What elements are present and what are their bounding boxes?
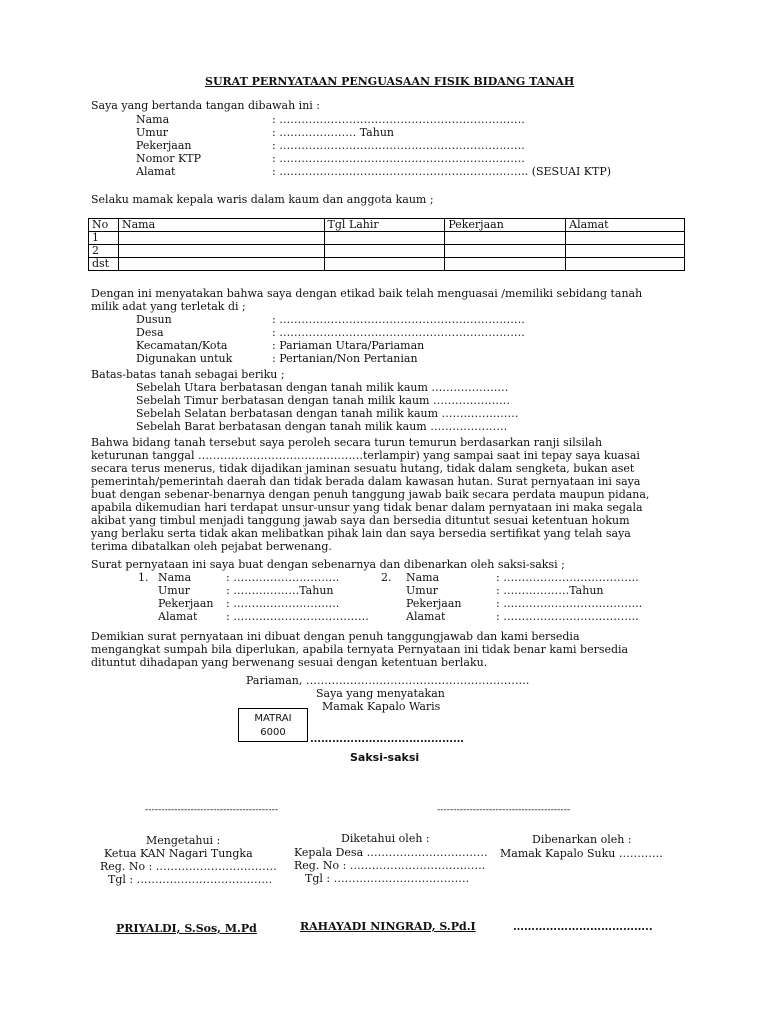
identity-value-age: : ………………… Tahun bbox=[272, 126, 394, 139]
witness-intro: Surat pernyataan ini saya buat dengan sebenarnya dan dibenarkan oleh saksi-saksi ; bbox=[91, 558, 565, 571]
identity-label-age: Umur bbox=[136, 126, 169, 139]
main-paragraph-line: Bahwa bidang tanah tersebut saya peroleh secara turun temurun berdasarkan ranji silsilah bbox=[91, 436, 603, 449]
witness2-label-job: Pekerjaan bbox=[406, 597, 462, 610]
approval1-heading: Mengetahui : bbox=[146, 834, 221, 847]
approval2-heading: Diketahui oleh : bbox=[341, 832, 430, 845]
header-cell: Alamat bbox=[566, 219, 685, 232]
header-cell: Nama bbox=[118, 219, 324, 232]
witness1-label-name: Nama bbox=[158, 571, 192, 584]
approval2-line3: Tgl : ………………………………. bbox=[305, 872, 470, 885]
boundary-north: Sebelah Utara berbatasan dengan tanah milik kaum ………………… bbox=[136, 381, 509, 394]
main-paragraph-line: akibat yang timbul menjadi tanggung jawab saya dan bersedia dituntut sesuai ketentuan hokum bbox=[91, 514, 630, 527]
identity-value-address: : ………………………………………………………….. (SESUAI KTP) bbox=[272, 165, 612, 178]
table-cell bbox=[324, 232, 445, 245]
approval2-signatory-name: RAHAYADI NINGRAD, S.Pd.I bbox=[300, 920, 476, 933]
declarant-signature-line: …………………………………… bbox=[310, 732, 464, 745]
table-cell bbox=[445, 232, 566, 245]
stamp-duty-amount: 6000 bbox=[260, 727, 286, 738]
document-title: SURAT PERNYATAAN PENGUASAAN FISIK BIDANG TANAH bbox=[205, 75, 575, 88]
approval3-signatory-name: ……………………………….. bbox=[513, 920, 653, 933]
table-cell: 2 bbox=[89, 245, 119, 258]
table-row bbox=[89, 258, 685, 271]
stamp-duty-label: MATRAI bbox=[254, 713, 292, 724]
closing-line: mengangkat sumpah bila diperlukan, apabila ternyata Pernyataan ini tidak benar kami bersedia bbox=[91, 643, 629, 656]
main-paragraph-line: pemerintah/pemerintah daerah dan tidak berada dalam kawasan hutan. Surat pernyataan ini saya bbox=[91, 475, 641, 488]
declarant-label: Saya yang menyatakan bbox=[316, 687, 445, 700]
witness2-value-age: : ………………Tahun bbox=[496, 584, 604, 597]
stamp-duty-box bbox=[238, 708, 308, 742]
approval1-line3: Tgl : ………………………………. bbox=[108, 873, 273, 886]
witness2-value-name: : ………………………………. bbox=[496, 571, 639, 584]
boundaries-title: Batas-batas tanah sebagai beriku ; bbox=[91, 368, 285, 381]
witness1-value-age: : ………………Tahun bbox=[226, 584, 334, 597]
table-cell bbox=[566, 245, 685, 258]
main-paragraph-line: buat dengan sebenar-benarnya dengan penuh tanggung jawab baik secara perdata maupun pidana, bbox=[91, 488, 650, 501]
witness2-label-name: Nama bbox=[406, 571, 440, 584]
main-paragraph-line: terima dibatalkan oleh pejabat berwenang. bbox=[91, 540, 332, 553]
approval1-line1: Ketua KAN Nagari Tungka bbox=[104, 847, 253, 860]
boundary-south: Sebelah Selatan berbatasan dengan tanah milik kaum ………………… bbox=[136, 407, 519, 420]
table-cell bbox=[118, 258, 324, 271]
location-value-desa: : …………………………………………………………. bbox=[272, 326, 525, 339]
location-label-dusun: Dusun bbox=[136, 313, 172, 326]
place-date: Pariaman, ……………………………………………………. bbox=[246, 674, 530, 687]
witness1-value-name: : ……………………….. bbox=[226, 571, 340, 584]
table-cell bbox=[324, 258, 445, 271]
witnesses-heading: Saksi-saksi bbox=[350, 751, 420, 764]
table-cell bbox=[324, 245, 445, 258]
identity-label-address: Alamat bbox=[136, 165, 176, 178]
witness2-label-age: Umur bbox=[406, 584, 439, 597]
location-label-usage: Digunakan untuk bbox=[136, 352, 233, 365]
approval2-line1: Kepala Desa …………………………… bbox=[294, 846, 488, 859]
location-value-dusun: : …………………………………………………………. bbox=[272, 313, 525, 326]
statement-line-2: milik adat yang terletak di ; bbox=[91, 300, 246, 313]
location-label-kecamatan: Kecamatan/Kota bbox=[136, 339, 228, 352]
main-paragraph-line: apabila dikemudian hari terdapat unsur-unsur yang tidak benar dalam pernyataan ini maka segala bbox=[91, 501, 643, 514]
approval3-heading: Dibenarkan oleh : bbox=[532, 833, 632, 846]
table-cell bbox=[118, 232, 324, 245]
approval2-line2: Reg. No : ………………………………. bbox=[294, 859, 486, 872]
witness1-value-job: : ……………………….. bbox=[226, 597, 340, 610]
header-cell: Tgl Lahir bbox=[324, 219, 445, 232]
location-label-desa: Desa bbox=[136, 326, 164, 339]
approval1-signatory-name: PRIYALDI, S.Sos, M.Pd bbox=[116, 922, 257, 935]
identity-value-name: : …………………………………………………………. bbox=[272, 113, 525, 126]
main-paragraph-line: keturunan tanggal ………………………………………terlampir) yang sampai saat ini tepay saya kuasai bbox=[91, 449, 640, 462]
witness2-signature-line: ----------------------------------------- bbox=[437, 805, 571, 815]
table-row bbox=[89, 232, 685, 245]
declarant-role: Mamak Kapalo Waris bbox=[322, 700, 441, 713]
table-row bbox=[89, 245, 685, 258]
main-paragraph-line: secara terus menerus, tidak dijadikan jaminan sesuatu hutang, tidak dalam sengketa, bukan aset bbox=[91, 462, 635, 475]
boundary-east: Sebelah Timur berbatasan dengan tanah milik kaum ………………… bbox=[136, 394, 510, 407]
approval1-line2: Reg. No : …………………………… bbox=[100, 860, 277, 873]
witness1-label-job: Pekerjaan bbox=[158, 597, 214, 610]
witness1-label-age: Umur bbox=[158, 584, 191, 597]
heirs-table-header bbox=[89, 219, 685, 232]
location-value-kecamatan: : Pariaman Utara/Pariaman bbox=[272, 339, 425, 352]
heirs-table bbox=[88, 218, 685, 271]
table-cell bbox=[445, 245, 566, 258]
identity-label-job: Pekerjaan bbox=[136, 139, 192, 152]
table-cell bbox=[118, 245, 324, 258]
location-value-usage: : Pertanian/Non Pertanian bbox=[272, 352, 418, 365]
intro-text: Saya yang bertanda tangan dibawah ini : bbox=[91, 99, 321, 112]
header-cell: Pekerjaan bbox=[445, 219, 566, 232]
closing-line: dituntut dihadapan yang berwenang sesuai dengan ketentuan berlaku. bbox=[91, 656, 488, 669]
statement-line-1: Dengan ini menyatakan bahwa saya dengan etikad baik telah menguasai /memiliki sebidang tanah bbox=[91, 287, 643, 300]
main-paragraph-line: yang berlaku serta tidak akan melibatkan pihak lain dan saya bersedia sertifikat yang telah saya bbox=[91, 527, 631, 540]
closing-line: Demikian surat pernyataan ini dibuat dengan penuh tanggungjawab dan kami bersedia bbox=[91, 630, 580, 643]
witness1-signature-line: ----------------------------------------- bbox=[145, 805, 279, 815]
table-cell bbox=[445, 258, 566, 271]
identity-label-ktp: Nomor KTP bbox=[136, 152, 202, 165]
witness2-value-address: : ………………………………. bbox=[496, 610, 639, 623]
witness1-label-address: Alamat bbox=[158, 610, 198, 623]
table-cell bbox=[566, 232, 685, 245]
witness1-number: 1. bbox=[138, 571, 149, 584]
table-cell: dst bbox=[89, 258, 119, 271]
witness1-value-address: : ………………………………. bbox=[226, 610, 369, 623]
identity-value-ktp: : …………………………………………………………. bbox=[272, 152, 525, 165]
table-cell bbox=[566, 258, 685, 271]
header-cell: No bbox=[89, 219, 119, 232]
table-cell: 1 bbox=[89, 232, 119, 245]
identity-label-name: Nama bbox=[136, 113, 170, 126]
identity-value-job: : …………………………………………………………. bbox=[272, 139, 525, 152]
heirs-intro: Selaku mamak kepala waris dalam kaum dan anggota kaum ; bbox=[91, 193, 434, 206]
witness2-number: 2. bbox=[381, 571, 392, 584]
witness2-label-address: Alamat bbox=[406, 610, 446, 623]
witness2-value-job: : ……………………………….. bbox=[496, 597, 643, 610]
boundary-west: Sebelah Barat berbatasan dengan tanah milik kaum ………………… bbox=[136, 420, 508, 433]
approval3-line1: Mamak Kapalo Suku ………… bbox=[500, 847, 663, 860]
